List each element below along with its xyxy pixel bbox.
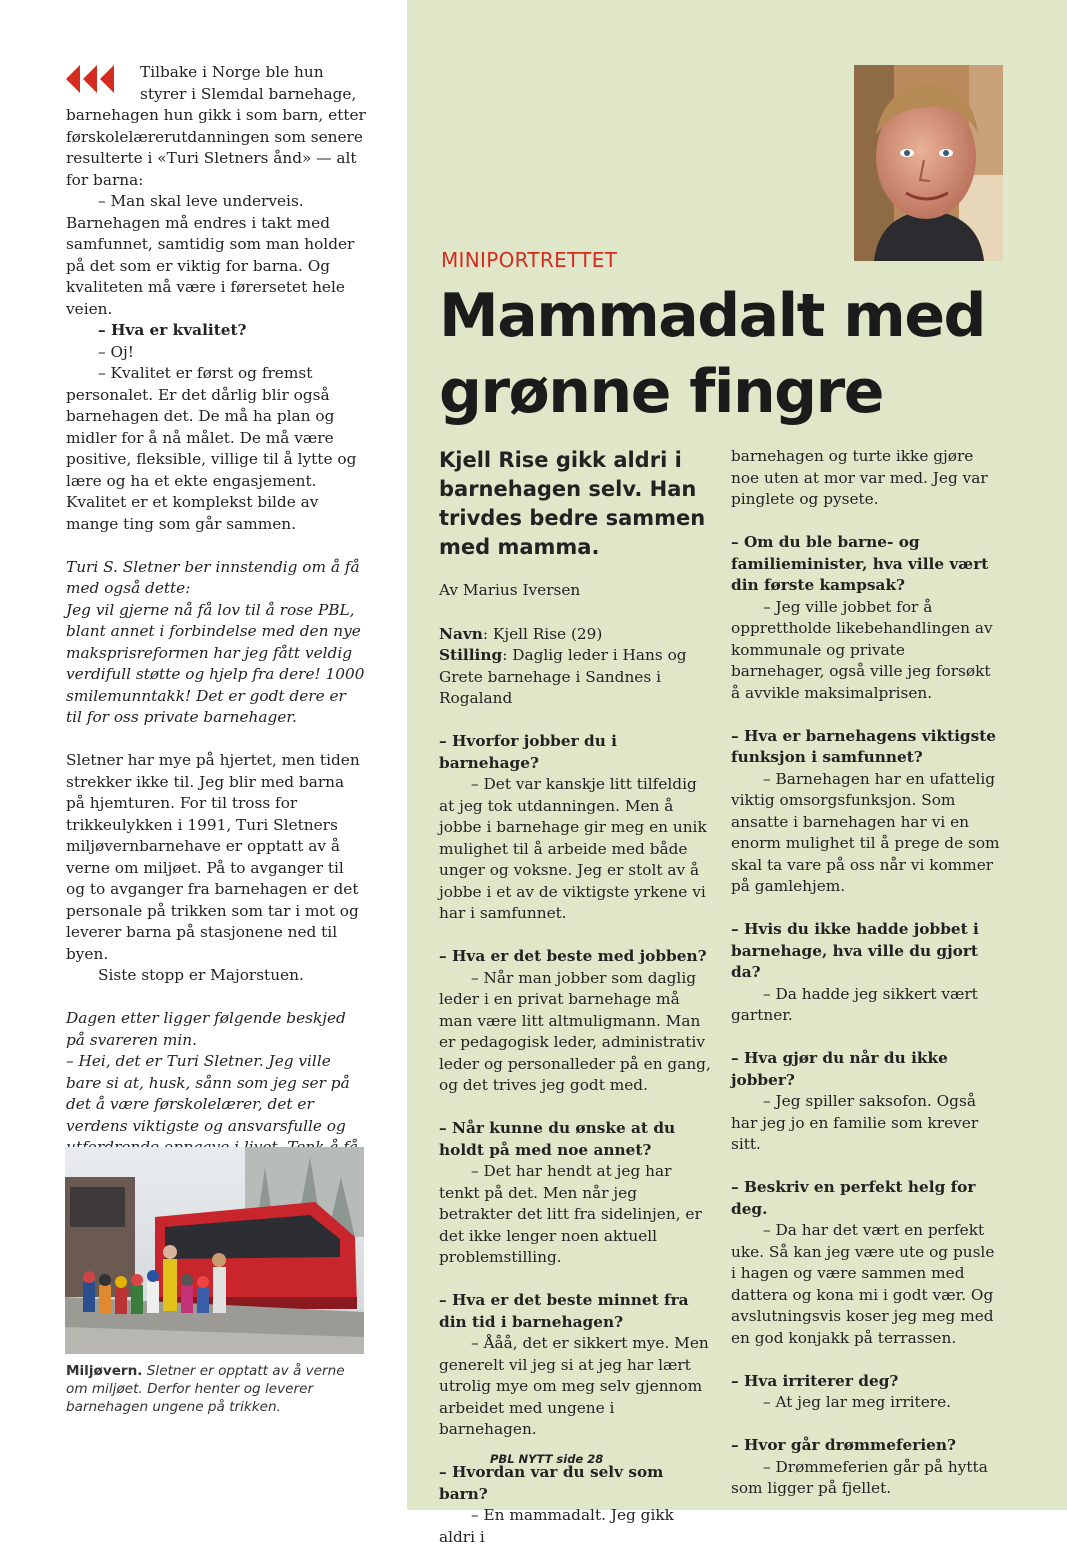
article-headline: Mammadalt med grønne fingre: [439, 281, 985, 427]
article-ingress: Kjell Rise gikk aldri i barnehagen selv. Han trivdes bedre sammen med mamma.: [439, 448, 706, 559]
fact-value: : Kjell Rise (29): [482, 624, 603, 643]
paragraph: Siste stopp er Majorstuen.: [98, 966, 304, 984]
paragraph: – Kvalitet er først og fremst personalet. Er det dårlig blir også barnehagen det. De må ha plan og midler for å nå målet. De må være positive, fleksible, villige til å lytte og lære og ha et ekte engasjement. Kvalitet er et komplekst bilde av mange ting som går sammen.: [66, 364, 357, 533]
answer: – Det var kanskje litt tilfeldig at jeg tok utdanningen. Men å jobbe i barnehage gir meg en unik mulighet til å arbeide med både unger og voksne. Jeg er stolt av å jobbe i et av de viktigste yrkene vi har i samfunnet.: [439, 775, 707, 922]
question: – Hva er det beste med jobben?: [439, 947, 707, 965]
fact-value: : Daglig leder i Hans og Grete barnehage i Sandnes i Rogaland: [439, 646, 687, 707]
section-kicker: MINIPORTRETTET: [441, 248, 618, 272]
fact-job: [439, 645, 711, 710]
back-arrows-icon: [66, 64, 134, 94]
question: – Når kunne du ønske at du holdt på med noe annet?: [439, 1119, 676, 1159]
italic-paragraph: Turi S. Sletner ber innstendig om å få med også dette:: [66, 557, 360, 597]
fact-name: [439, 624, 711, 646]
article-column-1: [439, 446, 711, 1548]
answer: – Jeg spiller saksofon. Også har jeg jo en familie som krever sitt.: [731, 1092, 979, 1153]
question: – Hvordan var du selv som barn?: [439, 1463, 664, 1503]
question: – Om du ble barne- og familieminister, hva ville vært din første kampsak?: [731, 533, 989, 594]
question: – Hva irriterer deg?: [731, 1371, 899, 1390]
question: – Hvis du ikke hadde jobbet i barnehage, hva ville du gjort da?: [731, 920, 979, 981]
answer: – Da har det vært en perfekt uke. Så kan jeg være ute og pusle i hagen og være sammen med dattera og kona mi i godt vær. Og avslutningsvis koser jeg meg med en god konjakk på terrassen.: [731, 1221, 995, 1347]
answer: – Drømmeferien går på hytta som ligger på fjellet.: [731, 1457, 988, 1497]
intro-paragraph: Tilbake i Norge ble hun styrer i Slemdal barnehage, barnehagen hun gikk i som barn, etter førskolelærerutdanningen som senere resulterte i «Turi Sletners ånd» — alt for barna:: [66, 63, 366, 189]
answer: – Da hadde jeg sikkert vært gartner.: [731, 984, 978, 1024]
answer: – Når man jobber som daglig leder i en privat barnehage må man være litt altmuligmann. Man er pedagogisk leder, administrativ leder og personalleder på en gang, og det trives jeg godt med.: [439, 968, 711, 1094]
answer-continued: barnehagen og turte ikke gjøre noe uten at mor var med. Jeg var pinglete og pysete.: [731, 447, 988, 508]
question: – Hva er det beste minnet fra din tid i barnehagen?: [439, 1291, 689, 1331]
byline: Av Marius Iversen: [439, 581, 581, 599]
question: – Hva gjør du når du ikke jobber?: [731, 1049, 948, 1089]
paragraph: Barnehagen må endres i takt med samfunnet, samtidig som man holder på det som er viktig for barna. Og kvaliteten må være i førersetet hele veien.: [66, 213, 355, 318]
italic-paragraph: Jeg vil gjerne nå få lov til å rose PBL, blant annet i forbindelse med den nye maksprisreformen har jeg fått veldig verdifull støtte og hjelp fra dere! 1000 smilemunntakk! Det er godt dere er til for oss private barnehager.: [66, 600, 365, 726]
caption-text: Sletner er opptatt av å verne om miljøet. Derfor henter og leverer barnehagen ungene på trikken.: [66, 1363, 345, 1415]
article-column-2: [731, 446, 1003, 1500]
answer: – Barnehagen har en ufattelig viktig omsorgsfunksjon. Som ansatte i barnehagen har vi en enorm mulighet til å prege de som skal ta vare på oss når vi kommer på gamlehjem.: [731, 769, 1000, 895]
answer: – En mammadalt. Jeg gikk aldri i: [439, 1506, 674, 1546]
italic-paragraph: – Hei, det er Turi Sletner. Jeg ville bare si at, husk, sånn som jeg ser på det å være førskolelærer, det er verdens viktigste og ansvarsfulle og: [66, 1052, 350, 1135]
paragraph: – Man skal leve underveis.: [98, 192, 304, 210]
caption-label: Miljøvern.: [66, 1363, 143, 1379]
fact-label: Navn: [439, 624, 483, 643]
portrait-photo: [854, 65, 1003, 261]
paragraph: – Oj!: [98, 342, 134, 361]
paragraph: Sletner har mye på hjertet, men tiden strekker ikke til. Jeg blir med barna på hjemturen. For til tross for trikkeulykken i 1991, Turi Sletners miljøvernbarnehave er opptatt av å verne om miljøet. På to avganger til og to avganger fra barnehagen er det personale på trikken som tar i mot og leverer barna på stasjonene ned til byen.: [66, 751, 360, 963]
question: – Beskriv en perfekt helg for deg.: [731, 1178, 976, 1218]
question: – Hva er barnehagens viktigste funksjon i samfunnet?: [731, 726, 996, 766]
question: – Hvorfor jobber du i barnehage?: [439, 732, 617, 772]
answer: – Det har hendt at jeg har tenkt på det. Men når jeg betrakter det litt fra sidelinjen, er det ikke lenger noen aktuell problemstilling.: [439, 1162, 702, 1266]
left-column: [66, 62, 366, 1223]
answer: – Jeg ville jobbet for å opprettholde likebehandlingen av kommunale og private barnehager, også ville jeg forsøkt å avvikle maksimalprisen.: [731, 597, 993, 702]
answer: – At jeg lar meg irritere.: [763, 1393, 951, 1411]
page-footer: PBL NYTT side 28: [490, 1452, 604, 1466]
answer: – Ååå, det er sikkert mye. Men generelt vil jeg si at jeg har lært utrolig mye om meg selv gjennom arbeidet med ungene i barnehagen.: [439, 1334, 709, 1438]
question: – Hvor går drømmeferien?: [731, 1436, 956, 1454]
train-photo: [65, 1147, 364, 1354]
question: – Hva er kvalitet?: [98, 321, 247, 339]
photo-caption: [66, 1362, 366, 1416]
fact-label: Stilling: [439, 646, 503, 664]
italic-paragraph: Dagen etter ligger følgende beskjed på svareren min.: [66, 1009, 346, 1049]
